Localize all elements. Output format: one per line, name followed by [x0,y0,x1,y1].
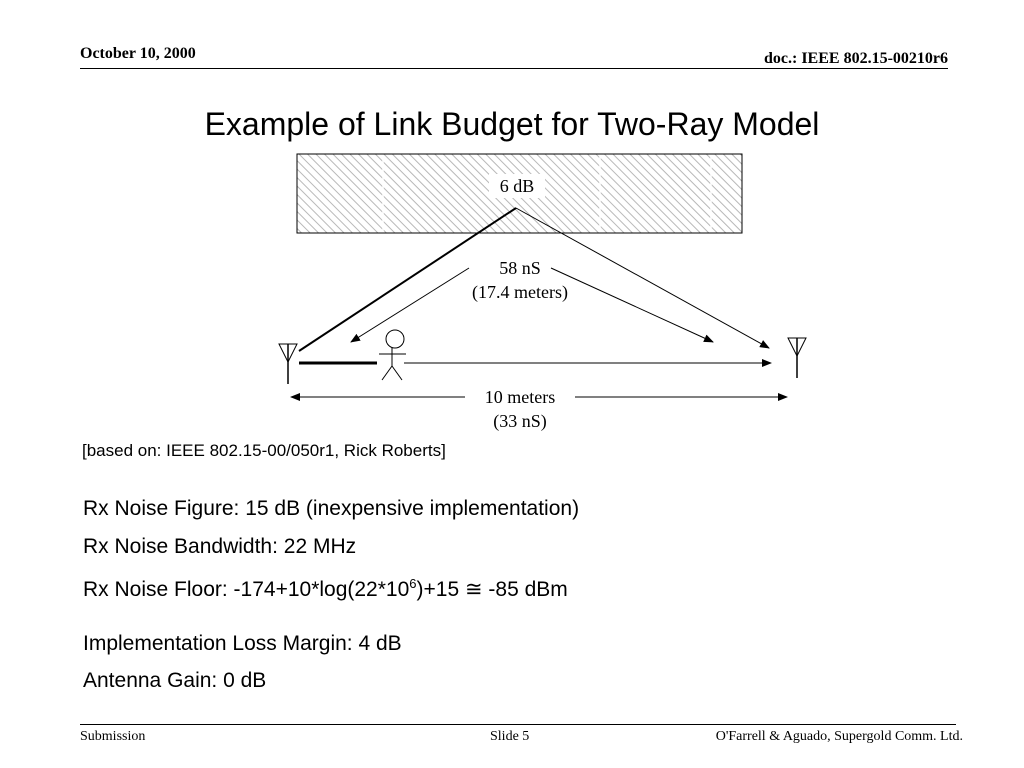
direct-delay: (33 nS) [493,411,547,431]
delay-label [455,256,585,304]
bullet-noise-bandwidth: Rx Noise Bandwidth: 22 MHz [83,535,357,558]
direct-distance-label [465,385,575,433]
reflection-loss-label: 6 dB [489,174,545,198]
footer-rule [80,724,956,725]
noise-floor-result: )+15 ≅ -85 dBm [416,578,568,601]
rx-antenna-icon [788,338,806,378]
delay-distance: (17.4 meters) [472,282,568,302]
noise-floor-formula: Rx Noise Floor: -174+10*log(22*10 [83,578,410,601]
bullet-noise-figure: Rx Noise Figure: 15 dB (inexpensive implementation) [83,497,580,520]
slide-title: Example of Link Budget for Two-Ray Model [204,106,820,142]
bullet-noise-floor [83,577,568,602]
footer-authors: O'Farrell & Aguado, Supergold Comm. Ltd. [715,729,963,744]
delay-time: 58 nS [499,258,541,278]
header-date: October 10, 2000 [80,45,196,62]
footer-submission: Submission [80,729,146,744]
header-doc-id: doc.: IEEE 802.15-00210r6 [764,50,948,67]
noise-floor-exponent: 6 [409,576,417,591]
tx-antenna-icon [279,344,297,384]
bullet-antenna-gain: Antenna Gain: 0 dB [83,669,267,692]
bullet-impl-loss: Implementation Loss Margin: 4 dB [83,632,402,655]
direct-distance: 10 meters [484,387,556,407]
person-icon [379,330,406,380]
source-note: [based on: IEEE 802.15-00/050r1, Rick Roberts] [82,441,446,460]
footer-slide-number: Slide 5 [490,729,530,744]
